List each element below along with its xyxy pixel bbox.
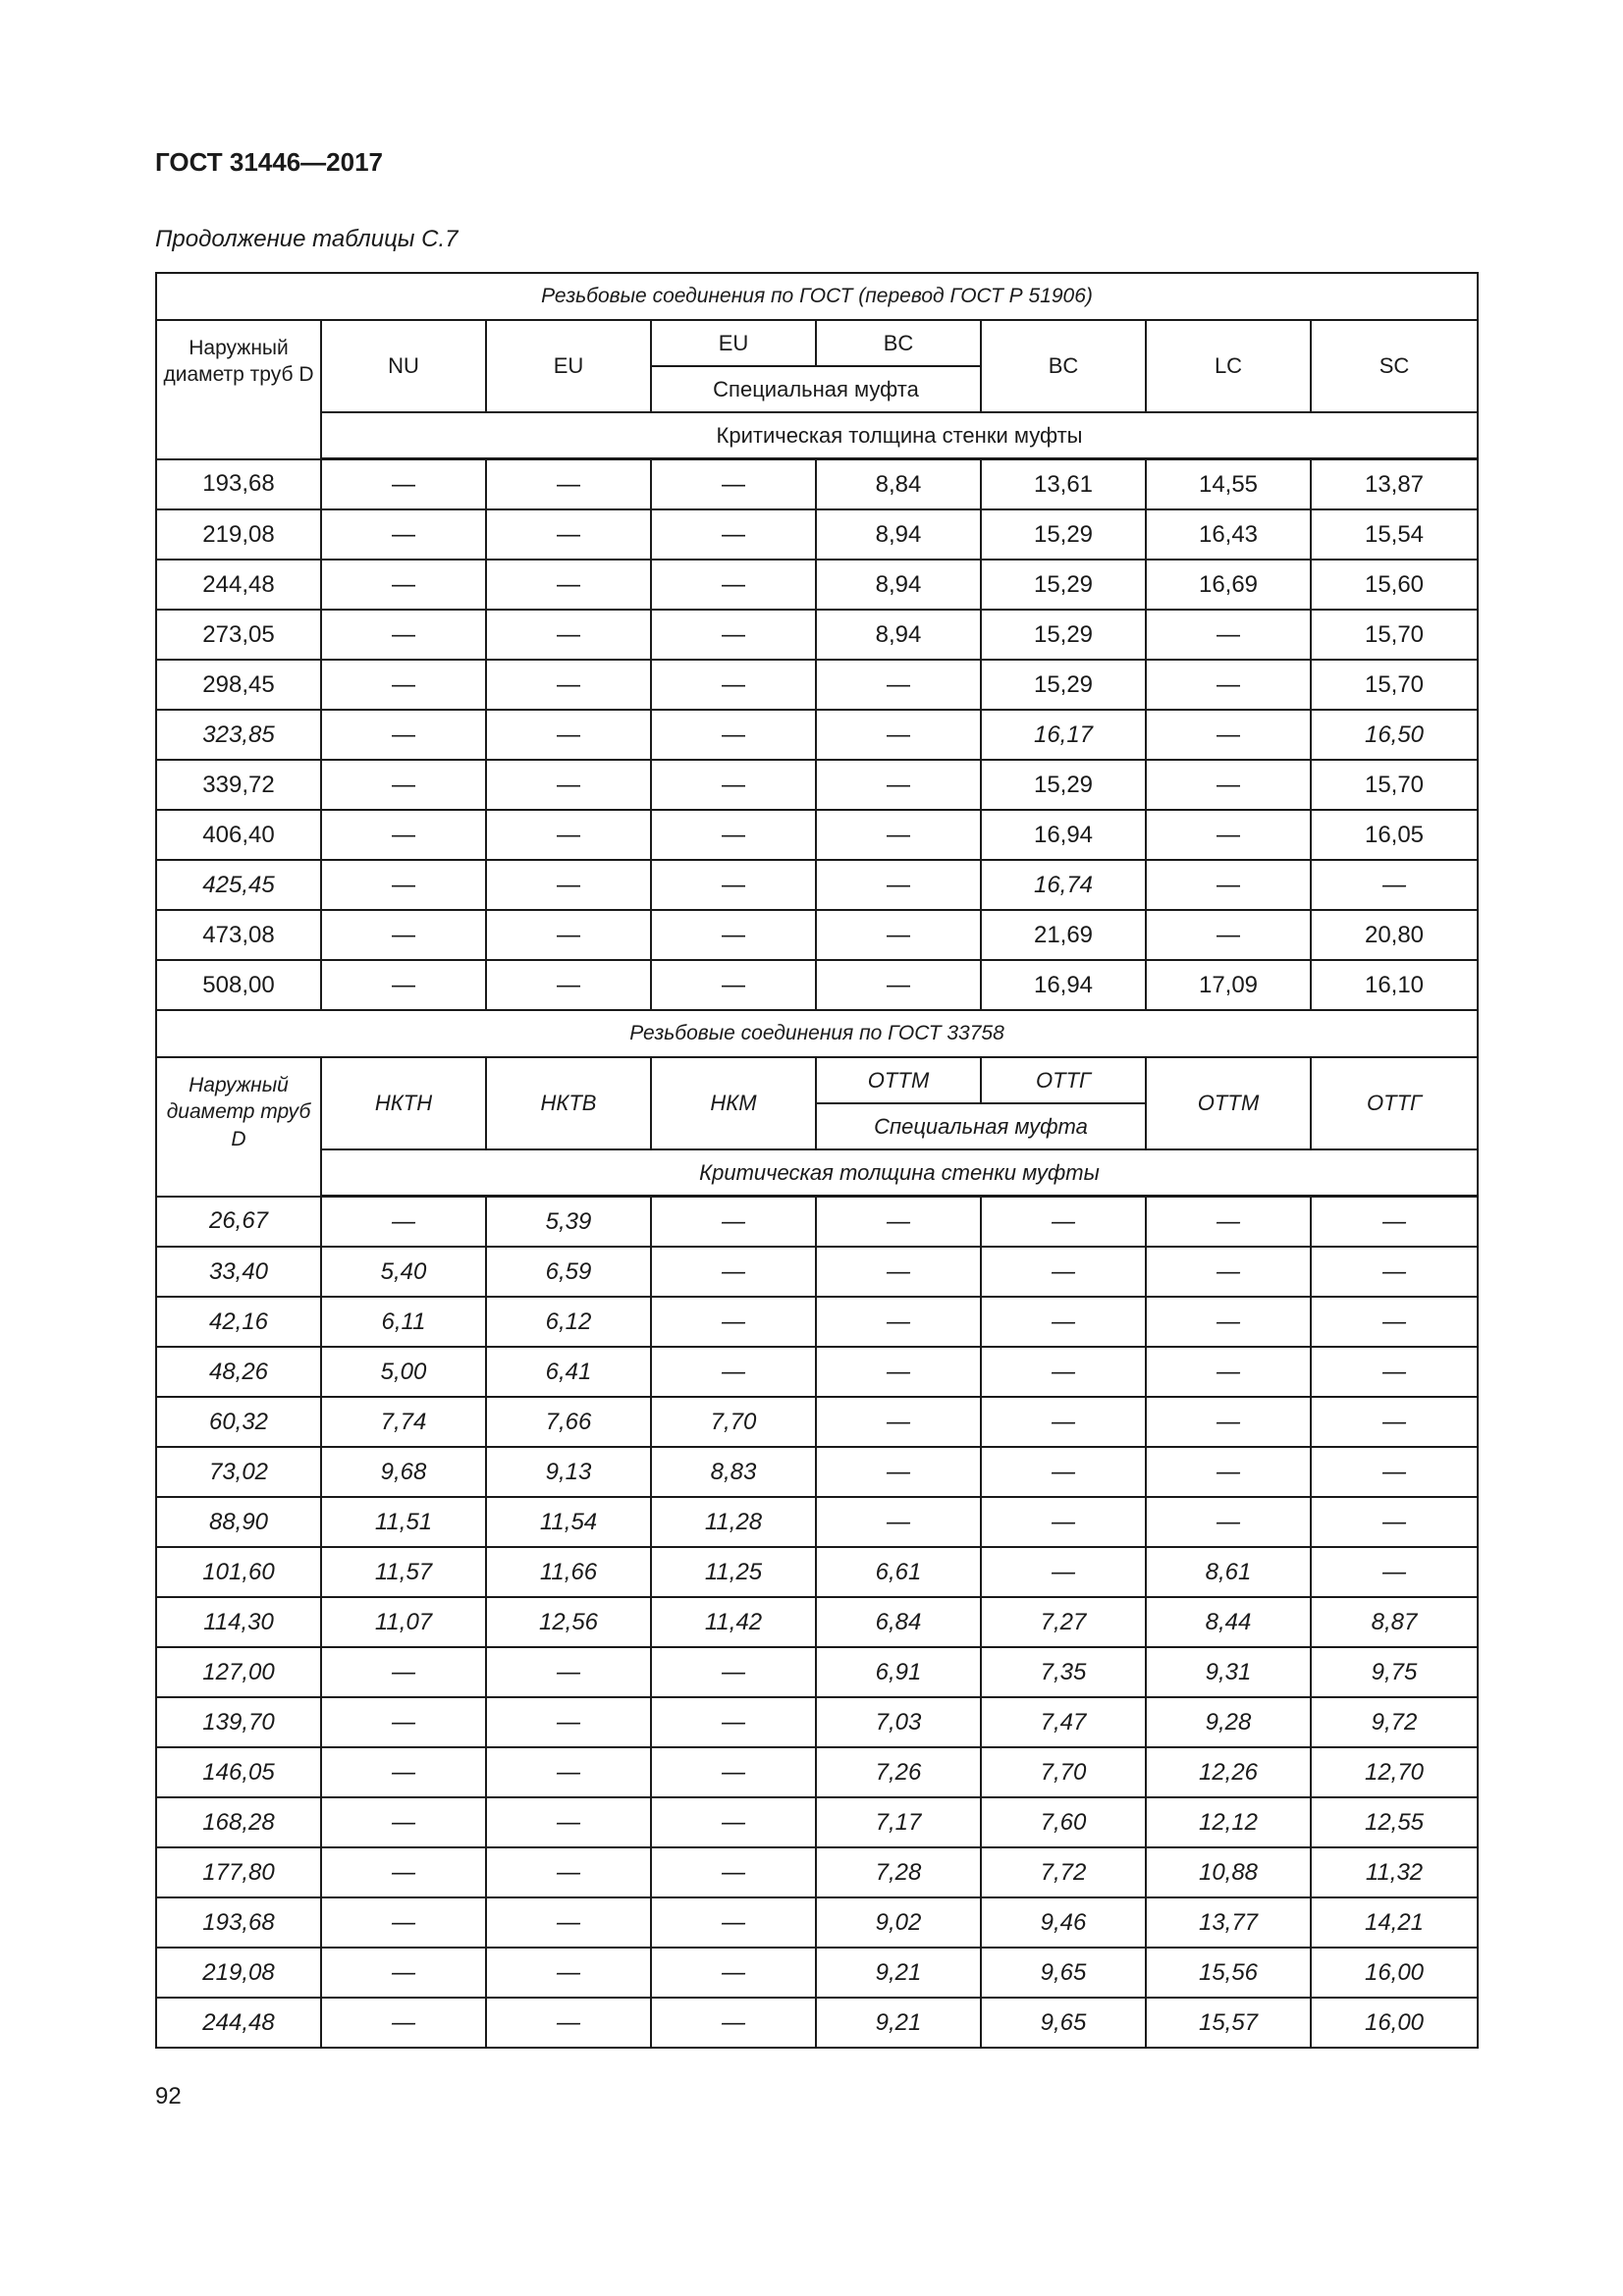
value-cell: — bbox=[1311, 1247, 1478, 1297]
value-cell: — bbox=[486, 1897, 651, 1948]
value-cell: 9,21 bbox=[816, 1998, 981, 2048]
diameter-column-header: Наружный диаметр труб D bbox=[156, 320, 321, 459]
table-caption: Продолжение таблицы С.7 bbox=[155, 226, 459, 252]
value-cell: 9,46 bbox=[981, 1897, 1146, 1948]
table-row bbox=[156, 1397, 1478, 1447]
value-cell: — bbox=[1311, 1497, 1478, 1547]
value-cell: 15,70 bbox=[1311, 610, 1478, 660]
special-coupling-label: Специальная муфта bbox=[651, 366, 981, 412]
value-cell: 7,70 bbox=[651, 1397, 816, 1447]
value-cell: — bbox=[651, 610, 816, 660]
value-cell: 16,94 bbox=[981, 960, 1146, 1010]
value-cell: — bbox=[1146, 660, 1311, 710]
value-cell: 11,42 bbox=[651, 1597, 816, 1647]
value-cell: — bbox=[981, 1347, 1146, 1397]
value-cell: 11,51 bbox=[321, 1497, 486, 1547]
col-header-eu-special: EU bbox=[651, 320, 816, 366]
value-cell: 16,17 bbox=[981, 710, 1146, 760]
value-cell: 7,60 bbox=[981, 1797, 1146, 1847]
value-cell: 10,88 bbox=[1146, 1847, 1311, 1897]
value-cell: — bbox=[651, 459, 816, 510]
diameter-cell: 114,30 bbox=[156, 1597, 321, 1647]
value-cell: 12,55 bbox=[1311, 1797, 1478, 1847]
value-cell: — bbox=[651, 1697, 816, 1747]
value-cell: — bbox=[1311, 1347, 1478, 1397]
diameter-cell: 60,32 bbox=[156, 1397, 321, 1447]
value-cell: 7,26 bbox=[816, 1747, 981, 1797]
value-cell: — bbox=[816, 1247, 981, 1297]
value-cell: 11,66 bbox=[486, 1547, 651, 1597]
value-cell: — bbox=[1146, 860, 1311, 910]
table-row bbox=[156, 1447, 1478, 1497]
diameter-cell: 425,45 bbox=[156, 860, 321, 910]
value-cell: — bbox=[321, 1797, 486, 1847]
col-header-nkm: НКМ bbox=[651, 1057, 816, 1149]
document-title: ГОСТ 31446—2017 bbox=[155, 147, 383, 177]
value-cell: — bbox=[651, 960, 816, 1010]
value-cell: 15,29 bbox=[981, 760, 1146, 810]
value-cell: 7,70 bbox=[981, 1747, 1146, 1797]
value-cell: — bbox=[486, 610, 651, 660]
table-row bbox=[156, 1797, 1478, 1847]
value-cell: 5,39 bbox=[486, 1197, 651, 1248]
value-cell: — bbox=[321, 810, 486, 860]
value-cell: — bbox=[486, 710, 651, 760]
col-header-ottg: ОТТГ bbox=[1311, 1057, 1478, 1149]
table-row bbox=[156, 1597, 1478, 1647]
value-cell: — bbox=[321, 1847, 486, 1897]
value-cell: 11,57 bbox=[321, 1547, 486, 1597]
value-cell: 16,74 bbox=[981, 860, 1146, 910]
value-cell: 16,05 bbox=[1311, 810, 1478, 860]
value-cell: — bbox=[486, 1647, 651, 1697]
table-row bbox=[156, 660, 1478, 710]
value-cell: — bbox=[651, 760, 816, 810]
value-cell: — bbox=[321, 560, 486, 610]
value-cell: — bbox=[981, 1247, 1146, 1297]
col-header-nkth: НКТН bbox=[321, 1057, 486, 1149]
value-cell: 6,61 bbox=[816, 1547, 981, 1597]
value-cell: 13,87 bbox=[1311, 459, 1478, 510]
value-cell: — bbox=[1146, 1397, 1311, 1447]
value-cell: 16,00 bbox=[1311, 1948, 1478, 1998]
diameter-cell: 139,70 bbox=[156, 1697, 321, 1747]
table-row bbox=[156, 1847, 1478, 1897]
col-header-eu: EU bbox=[486, 320, 651, 412]
col-header-bc: BC bbox=[981, 320, 1146, 412]
value-cell: 15,29 bbox=[981, 610, 1146, 660]
value-cell: 12,26 bbox=[1146, 1747, 1311, 1797]
col-header-ottg-special: ОТТГ bbox=[981, 1057, 1146, 1103]
diameter-cell: 244,48 bbox=[156, 1998, 321, 2048]
value-cell: 13,77 bbox=[1146, 1897, 1311, 1948]
value-cell: 9,65 bbox=[981, 1998, 1146, 2048]
col-header-bc-special: BC bbox=[816, 320, 981, 366]
special-coupling-label: Специальная муфта bbox=[816, 1103, 1146, 1149]
diameter-cell: 168,28 bbox=[156, 1797, 321, 1847]
table-row bbox=[156, 1647, 1478, 1697]
value-cell: — bbox=[651, 860, 816, 910]
value-cell: 15,70 bbox=[1311, 660, 1478, 710]
col-header-sc: SC bbox=[1311, 320, 1478, 412]
value-cell: 9,13 bbox=[486, 1447, 651, 1497]
value-cell: 16,10 bbox=[1311, 960, 1478, 1010]
diameter-cell: 508,00 bbox=[156, 960, 321, 1010]
value-cell: — bbox=[486, 509, 651, 560]
value-cell: — bbox=[816, 660, 981, 710]
table-row bbox=[156, 610, 1478, 660]
value-cell: — bbox=[1146, 810, 1311, 860]
value-cell: — bbox=[1146, 710, 1311, 760]
value-cell: 11,07 bbox=[321, 1597, 486, 1647]
value-cell: — bbox=[981, 1547, 1146, 1597]
value-cell: — bbox=[1146, 1347, 1311, 1397]
value-cell: 8,61 bbox=[1146, 1547, 1311, 1597]
value-cell: — bbox=[816, 1397, 981, 1447]
table-row bbox=[156, 1247, 1478, 1297]
value-cell: 11,54 bbox=[486, 1497, 651, 1547]
value-cell: 16,00 bbox=[1311, 1998, 1478, 2048]
value-cell: — bbox=[816, 1497, 981, 1547]
section-2-header bbox=[156, 1010, 1478, 1197]
value-cell: — bbox=[981, 1297, 1146, 1347]
table-row bbox=[156, 1697, 1478, 1747]
critical-thickness-label: Критическая толщина стенки муфты bbox=[321, 412, 1478, 459]
value-cell: 16,94 bbox=[981, 810, 1146, 860]
value-cell: 7,03 bbox=[816, 1697, 981, 1747]
diameter-cell: 244,48 bbox=[156, 560, 321, 610]
value-cell: — bbox=[321, 1197, 486, 1248]
value-cell: — bbox=[981, 1497, 1146, 1547]
value-cell: — bbox=[816, 760, 981, 810]
section-1-title: Резьбовые соединения по ГОСТ (перевод ГОСТ Р 51906) bbox=[156, 273, 1478, 320]
value-cell: — bbox=[1311, 860, 1478, 910]
value-cell: — bbox=[816, 710, 981, 760]
value-cell: 7,47 bbox=[981, 1697, 1146, 1747]
table-row bbox=[156, 509, 1478, 560]
value-cell: — bbox=[816, 1447, 981, 1497]
value-cell: — bbox=[321, 660, 486, 710]
value-cell: — bbox=[321, 860, 486, 910]
value-cell: — bbox=[321, 1747, 486, 1797]
value-cell: — bbox=[816, 860, 981, 910]
value-cell: 15,29 bbox=[981, 509, 1146, 560]
value-cell: — bbox=[816, 1197, 981, 1248]
value-cell: 7,66 bbox=[486, 1397, 651, 1447]
value-cell: — bbox=[1146, 610, 1311, 660]
value-cell: 15,70 bbox=[1311, 760, 1478, 810]
value-cell: 9,02 bbox=[816, 1897, 981, 1948]
col-header-ottm-special: ОТТМ bbox=[816, 1057, 981, 1103]
value-cell: 16,43 bbox=[1146, 509, 1311, 560]
value-cell: — bbox=[486, 1697, 651, 1747]
value-cell: 15,57 bbox=[1146, 1998, 1311, 2048]
value-cell: — bbox=[486, 860, 651, 910]
table-row bbox=[156, 810, 1478, 860]
section-1-rows bbox=[156, 459, 1478, 1011]
page-number: 92 bbox=[155, 2083, 182, 2109]
value-cell: — bbox=[486, 1998, 651, 2048]
value-cell: 8,94 bbox=[816, 610, 981, 660]
value-cell: — bbox=[486, 660, 651, 710]
value-cell: — bbox=[321, 509, 486, 560]
diameter-cell: 473,08 bbox=[156, 910, 321, 960]
value-cell: 15,54 bbox=[1311, 509, 1478, 560]
table-row bbox=[156, 1497, 1478, 1547]
value-cell: — bbox=[981, 1197, 1146, 1248]
value-cell: 7,17 bbox=[816, 1797, 981, 1847]
value-cell: — bbox=[651, 1747, 816, 1797]
value-cell: 15,60 bbox=[1311, 560, 1478, 610]
value-cell: 15,29 bbox=[981, 560, 1146, 610]
value-cell: 7,27 bbox=[981, 1597, 1146, 1647]
diameter-cell: 73,02 bbox=[156, 1447, 321, 1497]
value-cell: — bbox=[321, 760, 486, 810]
diameter-cell: 273,05 bbox=[156, 610, 321, 660]
table-row bbox=[156, 1897, 1478, 1948]
table-row bbox=[156, 760, 1478, 810]
value-cell: — bbox=[1311, 1447, 1478, 1497]
value-cell: — bbox=[651, 1797, 816, 1847]
diameter-cell: 193,68 bbox=[156, 1897, 321, 1948]
value-cell: — bbox=[651, 509, 816, 560]
value-cell: — bbox=[1146, 1197, 1311, 1248]
value-cell: — bbox=[486, 560, 651, 610]
diameter-cell: 219,08 bbox=[156, 509, 321, 560]
value-cell: 9,65 bbox=[981, 1948, 1146, 1998]
value-cell: 8,44 bbox=[1146, 1597, 1311, 1647]
value-cell: — bbox=[321, 1948, 486, 1998]
value-cell: — bbox=[816, 960, 981, 1010]
value-cell: — bbox=[1311, 1197, 1478, 1248]
value-cell: 11,32 bbox=[1311, 1847, 1478, 1897]
value-cell: — bbox=[321, 1998, 486, 2048]
value-cell: — bbox=[1146, 910, 1311, 960]
diameter-cell: 88,90 bbox=[156, 1497, 321, 1547]
value-cell: — bbox=[321, 710, 486, 760]
table-row bbox=[156, 1547, 1478, 1597]
table-row bbox=[156, 910, 1478, 960]
diameter-cell: 339,72 bbox=[156, 760, 321, 810]
value-cell: — bbox=[651, 1297, 816, 1347]
value-cell: 11,28 bbox=[651, 1497, 816, 1547]
diameter-column-header: Наружный диаметр труб D bbox=[156, 1057, 321, 1197]
value-cell: 9,31 bbox=[1146, 1647, 1311, 1697]
value-cell: 9,72 bbox=[1311, 1697, 1478, 1747]
value-cell: — bbox=[651, 660, 816, 710]
value-cell: 8,87 bbox=[1311, 1597, 1478, 1647]
value-cell: 17,09 bbox=[1146, 960, 1311, 1010]
value-cell: 8,94 bbox=[816, 560, 981, 610]
table-row bbox=[156, 459, 1478, 510]
value-cell: — bbox=[1311, 1397, 1478, 1447]
value-cell: 5,40 bbox=[321, 1247, 486, 1297]
value-cell: — bbox=[816, 910, 981, 960]
value-cell: — bbox=[486, 1847, 651, 1897]
diameter-cell: 323,85 bbox=[156, 710, 321, 760]
value-cell: 6,91 bbox=[816, 1647, 981, 1697]
critical-thickness-label: Критическая толщина стенки муфты bbox=[321, 1149, 1478, 1197]
diameter-cell: 406,40 bbox=[156, 810, 321, 860]
value-cell: — bbox=[651, 1897, 816, 1948]
value-cell: — bbox=[981, 1447, 1146, 1497]
table-row bbox=[156, 1197, 1478, 1248]
table-row bbox=[156, 560, 1478, 610]
value-cell: 7,72 bbox=[981, 1847, 1146, 1897]
value-cell: 15,56 bbox=[1146, 1948, 1311, 1998]
value-cell: — bbox=[651, 1998, 816, 2048]
diameter-cell: 193,68 bbox=[156, 459, 321, 510]
value-cell: — bbox=[816, 1297, 981, 1347]
table-row bbox=[156, 1747, 1478, 1797]
diameter-cell: 146,05 bbox=[156, 1747, 321, 1797]
value-cell: — bbox=[1311, 1547, 1478, 1597]
value-cell: — bbox=[651, 1847, 816, 1897]
value-cell: 6,11 bbox=[321, 1297, 486, 1347]
value-cell: — bbox=[486, 760, 651, 810]
value-cell: — bbox=[1146, 1497, 1311, 1547]
col-header-nu: NU bbox=[321, 320, 486, 412]
value-cell: 20,80 bbox=[1311, 910, 1478, 960]
value-cell: — bbox=[486, 1797, 651, 1847]
table-row bbox=[156, 860, 1478, 910]
table-row bbox=[156, 960, 1478, 1010]
value-cell: 8,94 bbox=[816, 509, 981, 560]
value-cell: — bbox=[816, 1347, 981, 1397]
value-cell: — bbox=[321, 960, 486, 1010]
value-cell: — bbox=[486, 459, 651, 510]
diameter-cell: 33,40 bbox=[156, 1247, 321, 1297]
value-cell: 6,84 bbox=[816, 1597, 981, 1647]
value-cell: 12,70 bbox=[1311, 1747, 1478, 1797]
value-cell: — bbox=[321, 1897, 486, 1948]
value-cell: — bbox=[651, 1197, 816, 1248]
col-header-lc: LC bbox=[1146, 320, 1311, 412]
value-cell: 21,69 bbox=[981, 910, 1146, 960]
value-cell: — bbox=[981, 1397, 1146, 1447]
diameter-cell: 101,60 bbox=[156, 1547, 321, 1597]
coupling-wall-thickness-table bbox=[155, 272, 1479, 2049]
diameter-cell: 48,26 bbox=[156, 1347, 321, 1397]
value-cell: — bbox=[651, 810, 816, 860]
value-cell: 7,35 bbox=[981, 1647, 1146, 1697]
value-cell: — bbox=[321, 1697, 486, 1747]
value-cell: 15,29 bbox=[981, 660, 1146, 710]
table-row bbox=[156, 1998, 1478, 2048]
value-cell: — bbox=[486, 1747, 651, 1797]
value-cell: — bbox=[651, 910, 816, 960]
value-cell: — bbox=[486, 910, 651, 960]
value-cell: 14,21 bbox=[1311, 1897, 1478, 1948]
value-cell: 13,61 bbox=[981, 459, 1146, 510]
value-cell: — bbox=[321, 1647, 486, 1697]
value-cell: 5,00 bbox=[321, 1347, 486, 1397]
value-cell: 8,84 bbox=[816, 459, 981, 510]
value-cell: 6,59 bbox=[486, 1247, 651, 1297]
value-cell: — bbox=[651, 560, 816, 610]
diameter-cell: 219,08 bbox=[156, 1948, 321, 1998]
table-row bbox=[156, 1948, 1478, 1998]
value-cell: 14,55 bbox=[1146, 459, 1311, 510]
value-cell: 9,21 bbox=[816, 1948, 981, 1998]
value-cell: 9,28 bbox=[1146, 1697, 1311, 1747]
value-cell: — bbox=[651, 1948, 816, 1998]
col-header-ottm: ОТТМ bbox=[1146, 1057, 1311, 1149]
value-cell: 16,69 bbox=[1146, 560, 1311, 610]
value-cell: — bbox=[486, 1948, 651, 1998]
value-cell: 9,68 bbox=[321, 1447, 486, 1497]
diameter-cell: 26,67 bbox=[156, 1197, 321, 1248]
value-cell: 8,83 bbox=[651, 1447, 816, 1497]
value-cell: — bbox=[816, 810, 981, 860]
value-cell: — bbox=[1311, 1297, 1478, 1347]
value-cell: — bbox=[486, 810, 651, 860]
value-cell: — bbox=[486, 960, 651, 1010]
diameter-cell: 127,00 bbox=[156, 1647, 321, 1697]
section-2-rows bbox=[156, 1197, 1478, 2049]
table-row bbox=[156, 1347, 1478, 1397]
value-cell: 6,12 bbox=[486, 1297, 651, 1347]
table-row bbox=[156, 710, 1478, 760]
value-cell: 16,50 bbox=[1311, 710, 1478, 760]
value-cell: — bbox=[1146, 1247, 1311, 1297]
value-cell: 7,28 bbox=[816, 1847, 981, 1897]
value-cell: — bbox=[1146, 1297, 1311, 1347]
value-cell: — bbox=[1146, 760, 1311, 810]
value-cell: — bbox=[321, 910, 486, 960]
value-cell: 12,12 bbox=[1146, 1797, 1311, 1847]
value-cell: — bbox=[321, 610, 486, 660]
section-2-title: Резьбовые соединения по ГОСТ 33758 bbox=[156, 1010, 1478, 1057]
value-cell: — bbox=[1146, 1447, 1311, 1497]
diameter-cell: 177,80 bbox=[156, 1847, 321, 1897]
value-cell: 6,41 bbox=[486, 1347, 651, 1397]
value-cell: — bbox=[651, 710, 816, 760]
diameter-cell: 298,45 bbox=[156, 660, 321, 710]
value-cell: — bbox=[651, 1647, 816, 1697]
value-cell: 7,74 bbox=[321, 1397, 486, 1447]
value-cell: — bbox=[651, 1247, 816, 1297]
diameter-cell: 42,16 bbox=[156, 1297, 321, 1347]
value-cell: — bbox=[321, 459, 486, 510]
value-cell: 12,56 bbox=[486, 1597, 651, 1647]
section-1-header bbox=[156, 273, 1478, 459]
col-header-nktv: НКТВ bbox=[486, 1057, 651, 1149]
value-cell: — bbox=[651, 1347, 816, 1397]
value-cell: 9,75 bbox=[1311, 1647, 1478, 1697]
value-cell: 11,25 bbox=[651, 1547, 816, 1597]
table-row bbox=[156, 1297, 1478, 1347]
